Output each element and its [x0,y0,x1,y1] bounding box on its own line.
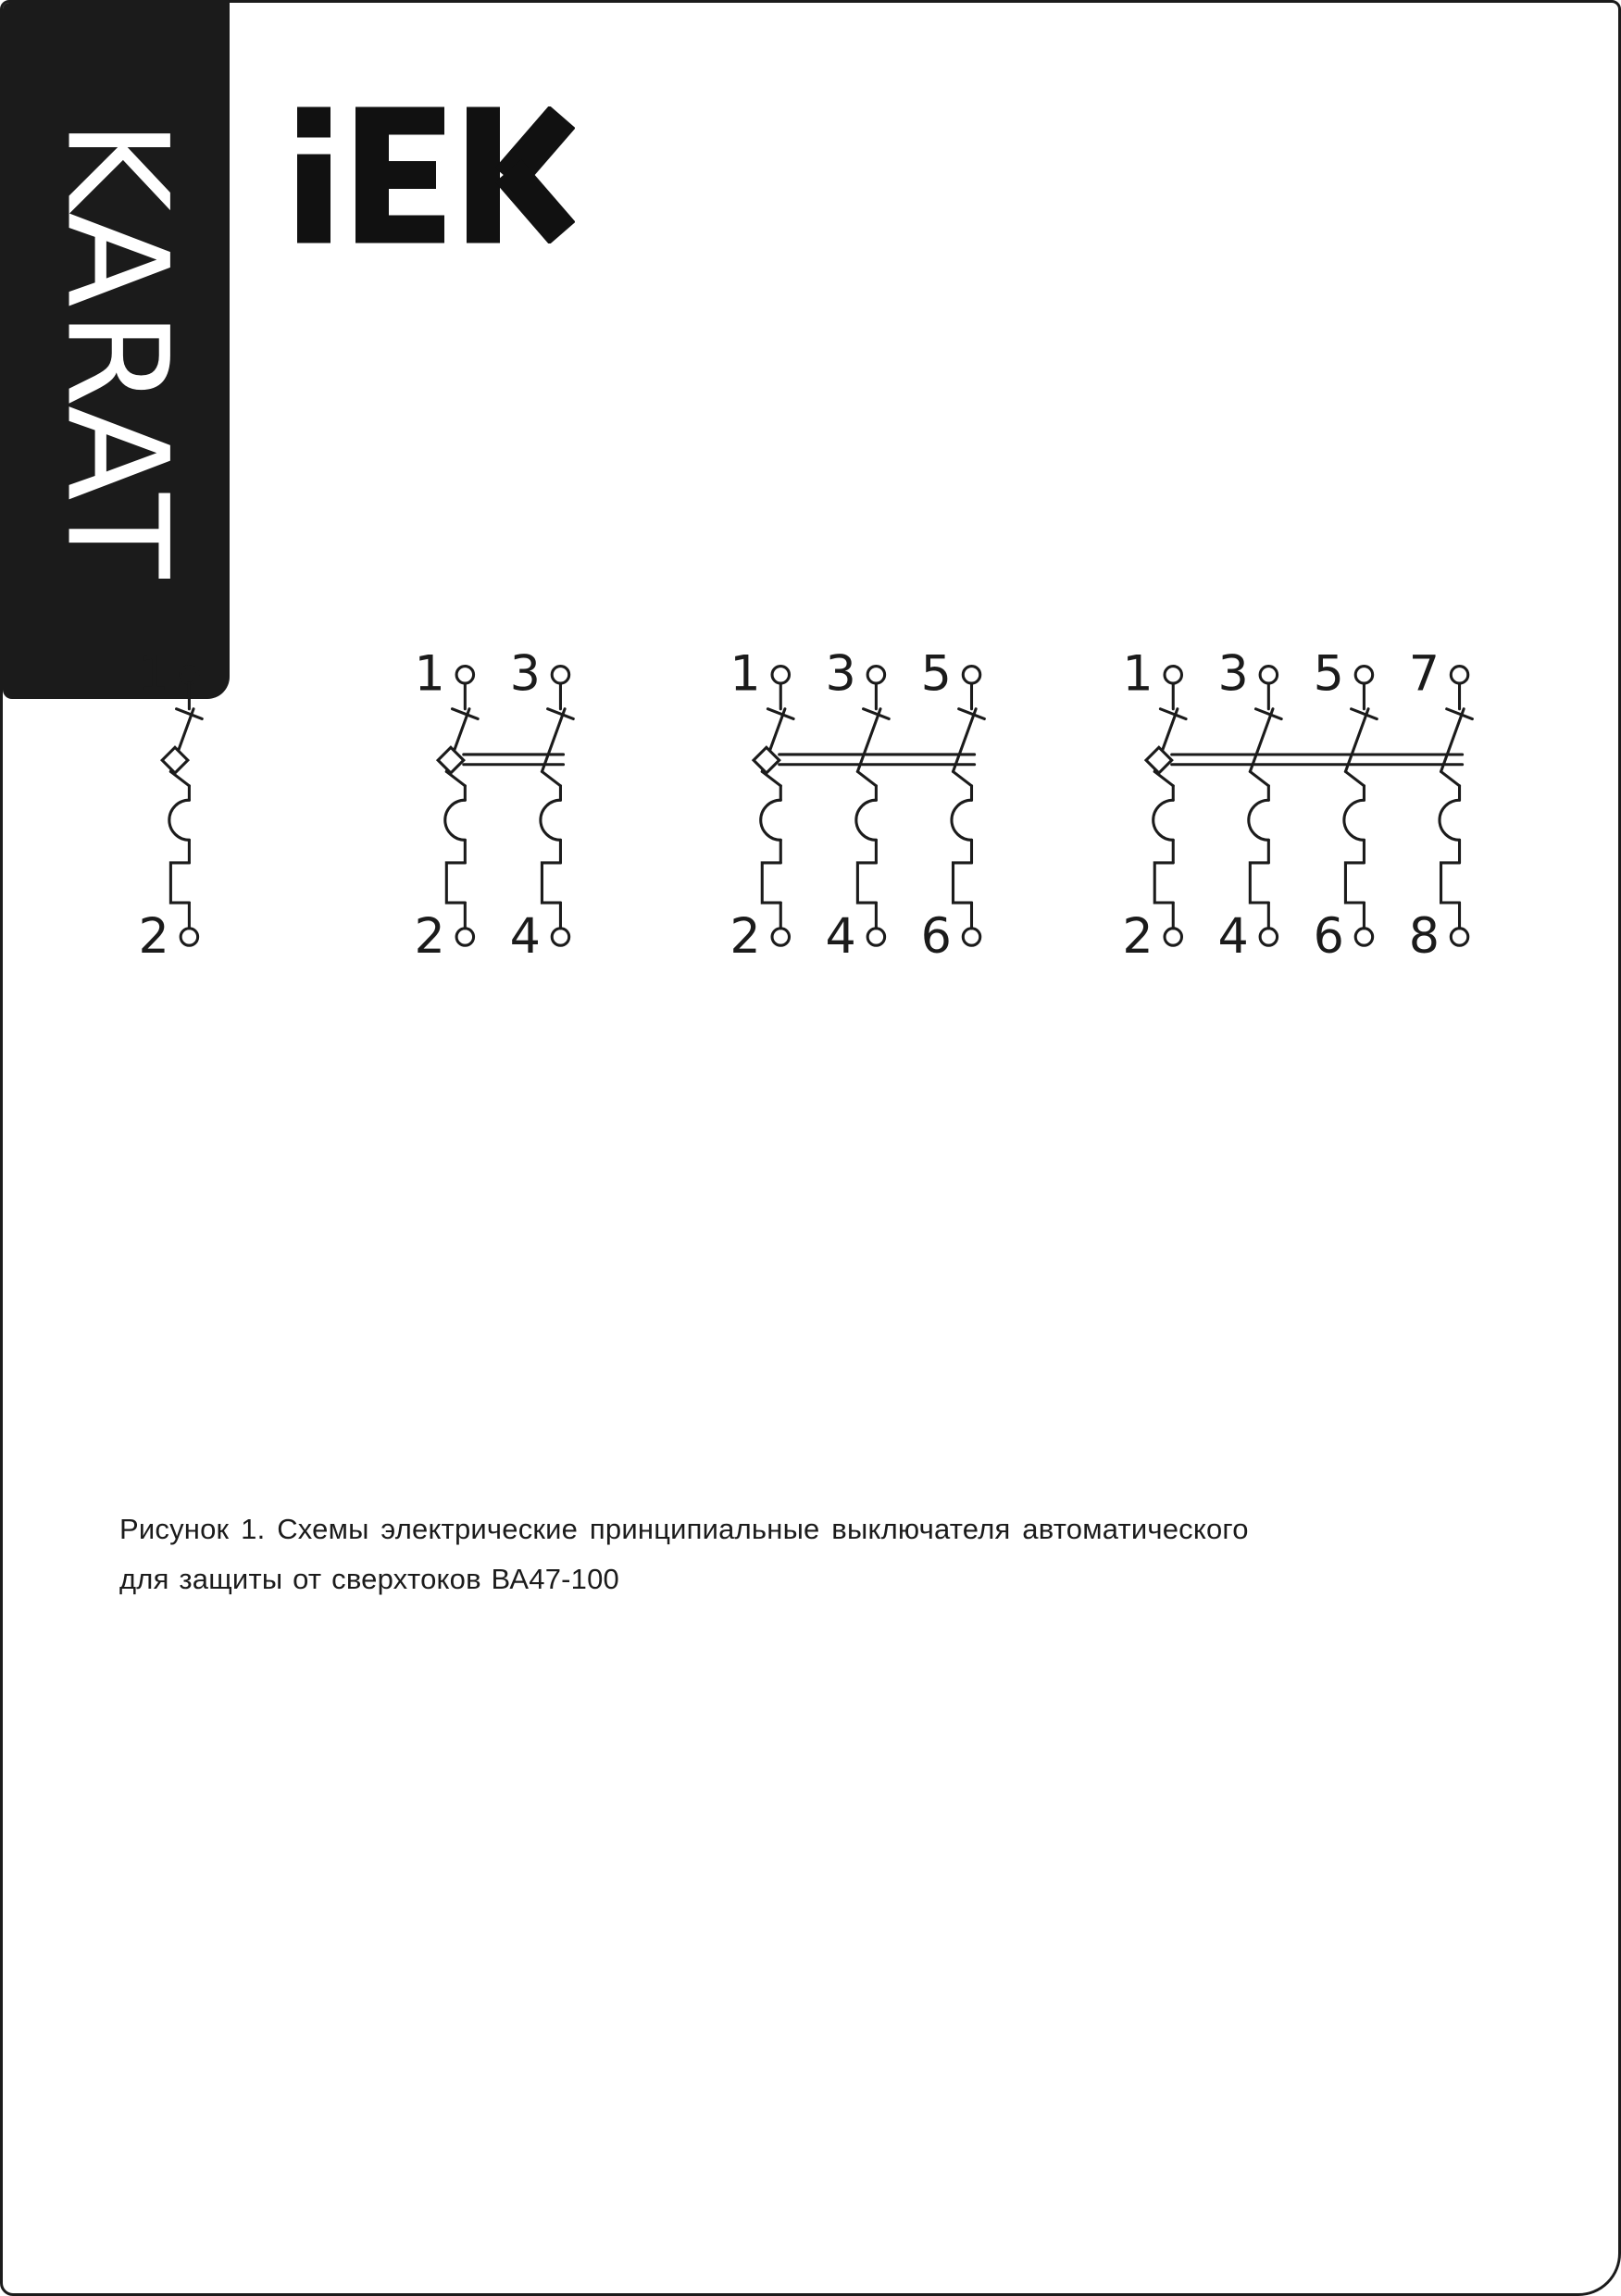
schematic-2pole [401,646,596,979]
actuator-diamond [438,747,464,773]
schematic-1pole [125,646,225,979]
release-arc [1440,800,1460,840]
terminal-label-top: 1 [1122,646,1153,703]
release-arc [445,800,466,840]
iek-logo-e-arm-mid [355,161,436,189]
terminal-top-circle [772,667,789,683]
terminal-label-top: 1 [414,646,445,703]
contact-blade [542,709,565,772]
schematic-svg [125,646,225,974]
terminal-top-circle [963,667,979,683]
contact-blade [1345,709,1368,772]
terminal-label-bottom: 2 [138,907,169,965]
terminal-top-circle [456,667,473,683]
terminal-top-circle [1355,667,1372,683]
terminal-label-top: 7 [1408,646,1440,703]
release-arc [1249,800,1269,840]
blade-connector [446,771,465,785]
iek-logo-e-arm-top [355,107,444,135]
terminal-top-circle [181,667,197,683]
terminal-bottom-circle [1165,929,1181,945]
release-step [1154,863,1173,903]
release-arc [1153,800,1174,840]
schematic-4pole [1109,646,1495,979]
terminal-label-top: 1 [138,646,169,703]
caption-line-1: Рисунок 1. Схемы электрические принципиальные выключателя автоматического [119,1513,1249,1545]
terminal-bottom-circle [456,929,473,945]
release-step [857,863,876,903]
terminal-bottom-circle [963,929,979,945]
terminal-label-top: 5 [920,646,952,703]
contact-blade [1441,709,1465,772]
iek-logo-k-diagonals [508,117,563,233]
contact-blade [857,709,880,772]
blade-connector [1154,771,1173,785]
iek-logo-letters [297,107,500,243]
release-arc [1344,800,1365,840]
actuator-diamond [162,747,188,773]
release-step [170,863,189,903]
terminal-label-bottom: 4 [1217,907,1249,965]
terminal-bottom-circle [772,929,789,945]
terminal-label-top: 1 [729,646,761,703]
release-arc [761,800,781,840]
terminal-label-top: 3 [509,646,541,703]
release-step [954,863,972,903]
release-arc [856,800,877,840]
terminal-top-circle [1451,667,1467,683]
contact-blade [954,709,977,772]
schematic-svg [401,646,596,974]
blade-connector [1345,771,1364,785]
figure-caption [119,1504,1249,1605]
terminal-bottom-circle [1451,929,1467,945]
iek-logo-k-stem [467,107,500,243]
terminal-top-circle [552,667,568,683]
terminal-bottom-circle [552,929,568,945]
iek-logo [297,106,575,243]
release-step [542,863,560,903]
release-step [1345,863,1364,903]
caption-line-2: для защиты от сверхтоков ВА47-100 [119,1563,619,1596]
terminal-label-top: 3 [825,646,856,703]
release-arc [541,800,561,840]
release-arc [169,800,190,840]
terminal-bottom-circle [1260,929,1277,945]
terminal-label-bottom: 2 [414,907,445,965]
terminal-label-top: 3 [1217,646,1249,703]
terminal-bottom-circle [1355,929,1372,945]
blade-connector [857,771,876,785]
blade-connector [170,771,189,785]
schematic-svg [1109,646,1495,974]
terminal-label-top: 5 [1313,646,1344,703]
actuator-diamond [754,747,779,773]
terminal-top-circle [1165,667,1181,683]
schematic-svg [717,646,1007,974]
blade-connector [1250,771,1268,785]
actuator-diamond [1146,747,1172,773]
blade-connector [542,771,560,785]
terminal-label-bottom: 6 [920,907,952,965]
terminal-label-bottom: 8 [1408,907,1440,965]
iek-logo-i-dot [297,107,330,138]
karat-series-label: KARAT [35,119,197,582]
iek-logo-k-lower-diagonal [508,171,563,234]
terminal-label-bottom: 4 [825,907,856,965]
release-step [762,863,780,903]
terminal-label-bottom: 2 [729,907,761,965]
terminal-top-circle [867,667,884,683]
terminal-bottom-circle [867,929,884,945]
release-step [1441,863,1460,903]
iek-logo-e-arm-bottom [355,216,444,243]
karat-series-banner [3,3,230,699]
release-step [1250,863,1268,903]
terminal-label-bottom: 4 [509,907,541,965]
terminal-label-bottom: 6 [1313,907,1344,965]
release-arc [952,800,972,840]
blade-connector [954,771,972,785]
schematic-3pole [717,646,1007,979]
release-step [446,863,465,903]
contact-blade [1250,709,1273,772]
terminal-top-circle [1260,667,1277,683]
terminal-label-bottom: 2 [1122,907,1153,965]
iek-logo-i-stem [297,155,330,243]
blade-connector [762,771,780,785]
blade-connector [1441,771,1460,785]
terminal-bottom-circle [181,929,197,945]
